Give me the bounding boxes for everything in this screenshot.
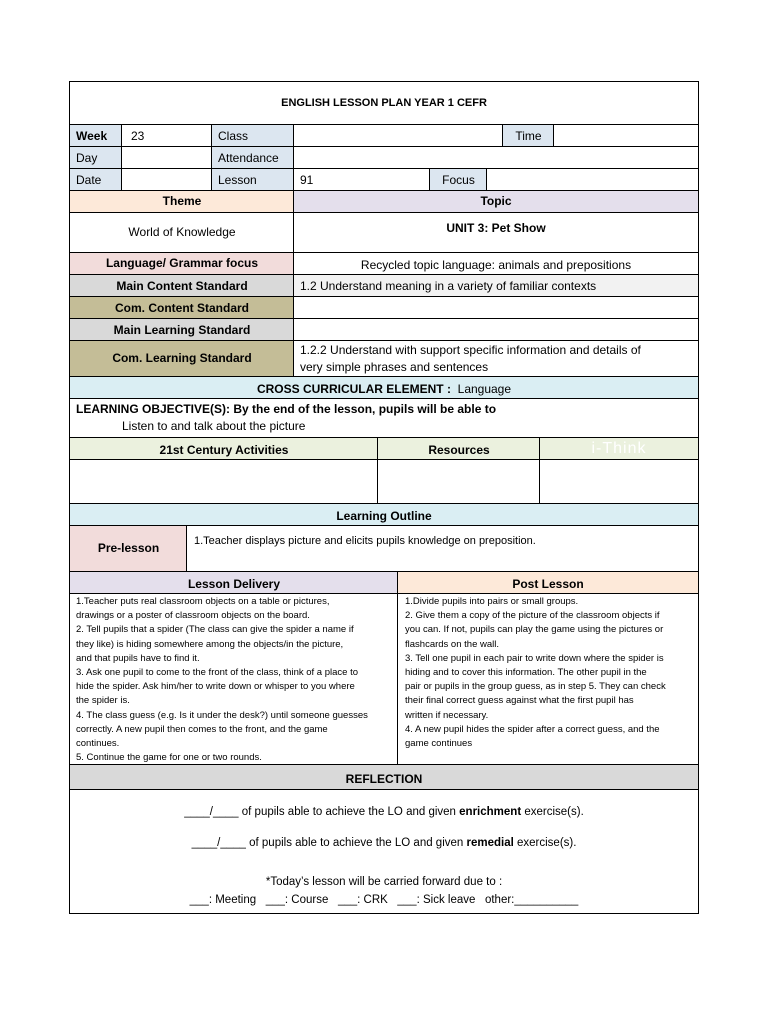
cross-curricular-label: CROSS CURRICULAR ELEMENT : xyxy=(256,382,451,396)
attendance-label: Attendance xyxy=(218,151,279,165)
pre-lesson-label: Pre-lesson xyxy=(97,541,160,555)
delivery-line: hide the spider. Ask him/her to write down or whisper to you where xyxy=(76,681,355,693)
theme-label: Theme xyxy=(162,194,202,208)
delivery-line: 2. Tell pupils that a spider (The class can give the spider a name if xyxy=(76,624,354,636)
com-content-label: Com. Content Standard xyxy=(115,301,249,315)
remedial-line xyxy=(70,836,698,851)
delivery-line: drawings or a poster of classroom objects on the board. xyxy=(76,610,310,622)
language-focus-value: Recycled topic language: animals and prepositions xyxy=(360,258,632,272)
post-line: hiding and to cover this information. The other pupil in the xyxy=(405,667,647,679)
delivery-line: the spider is. xyxy=(76,695,130,707)
class-label: Class xyxy=(218,129,249,143)
ithink-watermark: i-Think xyxy=(591,440,647,457)
main-content-label: Main Content Standard xyxy=(116,279,248,293)
enrichment-post: exercise(s). xyxy=(521,806,584,818)
post-line: 2. Give them a copy of the picture of the classroom objects if xyxy=(405,610,660,622)
delivery-line: continues. xyxy=(76,738,120,750)
carried-forward-text: *Today’s lesson will be carried forward due to : xyxy=(265,876,503,888)
lesson-delivery-body xyxy=(76,595,396,765)
cross-curricular-value: Language xyxy=(457,382,512,396)
remedial-post: exercise(s). xyxy=(513,837,577,849)
post-line: their final correct guess against what the first pupil has xyxy=(405,695,634,707)
com-learning-value-line2: very simple phrases and sentences xyxy=(300,360,489,374)
delivery-line: 1.Teacher puts real classroom objects on a table or pictures, xyxy=(76,596,330,607)
main-content-value: 1.2 Understand meaning in a variety of familiar contexts xyxy=(300,279,597,293)
week-label: Week xyxy=(76,129,108,143)
objectives-label: LEARNING OBJECTIVE(S): By the end of the lesson, pupils will be able to xyxy=(76,402,497,416)
lesson-delivery-header: Lesson Delivery xyxy=(187,577,281,591)
lesson-label: Lesson xyxy=(218,173,257,187)
focus-label: Focus xyxy=(442,173,475,187)
topic-value: UNIT 3: Pet Show xyxy=(446,221,546,235)
delivery-line: and that pupils have to find it. xyxy=(76,652,200,664)
post-lesson-body xyxy=(405,595,697,751)
learning-outline-header: Learning Outline xyxy=(336,509,432,523)
main-learning-label: Main Learning Standard xyxy=(113,323,251,337)
com-learning-label: Com. Learning Standard xyxy=(112,351,252,365)
post-line: 4. A new pupil hides the spider after a correct guess, and the xyxy=(405,723,660,735)
remedial-word: remedial xyxy=(466,837,514,849)
delivery-line: they like) is hiding somewhere among the objects/in the picture, xyxy=(76,638,344,650)
day-label: Day xyxy=(76,151,98,165)
language-focus-label: Language/ Grammar focus xyxy=(105,256,259,270)
delivery-line: correctly. A new pupil then comes to the front, and the game xyxy=(76,723,328,735)
enrichment-word: enrichment xyxy=(459,806,522,818)
time-label: Time xyxy=(515,129,542,143)
week-value: 23 xyxy=(131,129,145,143)
lesson-value: 91 xyxy=(300,173,314,187)
post-lesson-header: Post Lesson xyxy=(512,577,584,591)
post-line: written if necessary. xyxy=(405,709,489,721)
cross-curricular xyxy=(70,382,698,397)
enrichment-pre: ____/____ of pupils able to achieve the LO and given xyxy=(184,806,460,818)
delivery-line: 5. Continue the game for one or two rounds. xyxy=(76,752,262,764)
post-line: 1.Divide pupils into pairs or small groups. xyxy=(405,596,579,607)
enrichment-line xyxy=(70,805,698,820)
activities-header: 21st Century Activities xyxy=(159,443,289,457)
delivery-line: 3. Ask one pupil to come to the front of the class, think of a place to xyxy=(76,667,358,679)
post-line: game continues xyxy=(405,738,473,750)
pre-lesson-value: 1.Teacher displays picture and elicits pupils knowledge on preposition. xyxy=(194,535,536,547)
topic-label: Topic xyxy=(480,194,512,208)
objectives-value: Listen to and talk about the picture xyxy=(122,419,306,433)
post-line: flashcards on the wall. xyxy=(405,638,499,650)
resources-header: Resources xyxy=(428,443,490,457)
theme-value: World of Knowledge xyxy=(128,225,236,239)
post-line: pair or pupils in the group guess, as in step 5. They can check xyxy=(405,681,666,693)
post-line: you can. If not, pupils can play the game using the pictures or xyxy=(405,624,664,636)
page-title: ENGLISH LESSON PLAN YEAR 1 CEFR xyxy=(281,97,487,109)
remedial-pre: ____/____ of pupils able to achieve the LO and given xyxy=(191,837,467,849)
carried-forward-options: ___: Meeting ___: Course ___: CRK ___: Sick leave other:__________ xyxy=(189,894,579,906)
reflection-header: REFLECTION xyxy=(345,772,423,786)
date-label: Date xyxy=(76,173,102,187)
post-line: 3. Tell one pupil in each pair to write down where the spider is xyxy=(405,652,664,664)
com-learning-value-line1: 1.2.2 Understand with support specific information and details of xyxy=(300,343,641,357)
delivery-line: 4. The class guess (e.g. Is it under the desk?) until someone guesses xyxy=(76,709,368,721)
